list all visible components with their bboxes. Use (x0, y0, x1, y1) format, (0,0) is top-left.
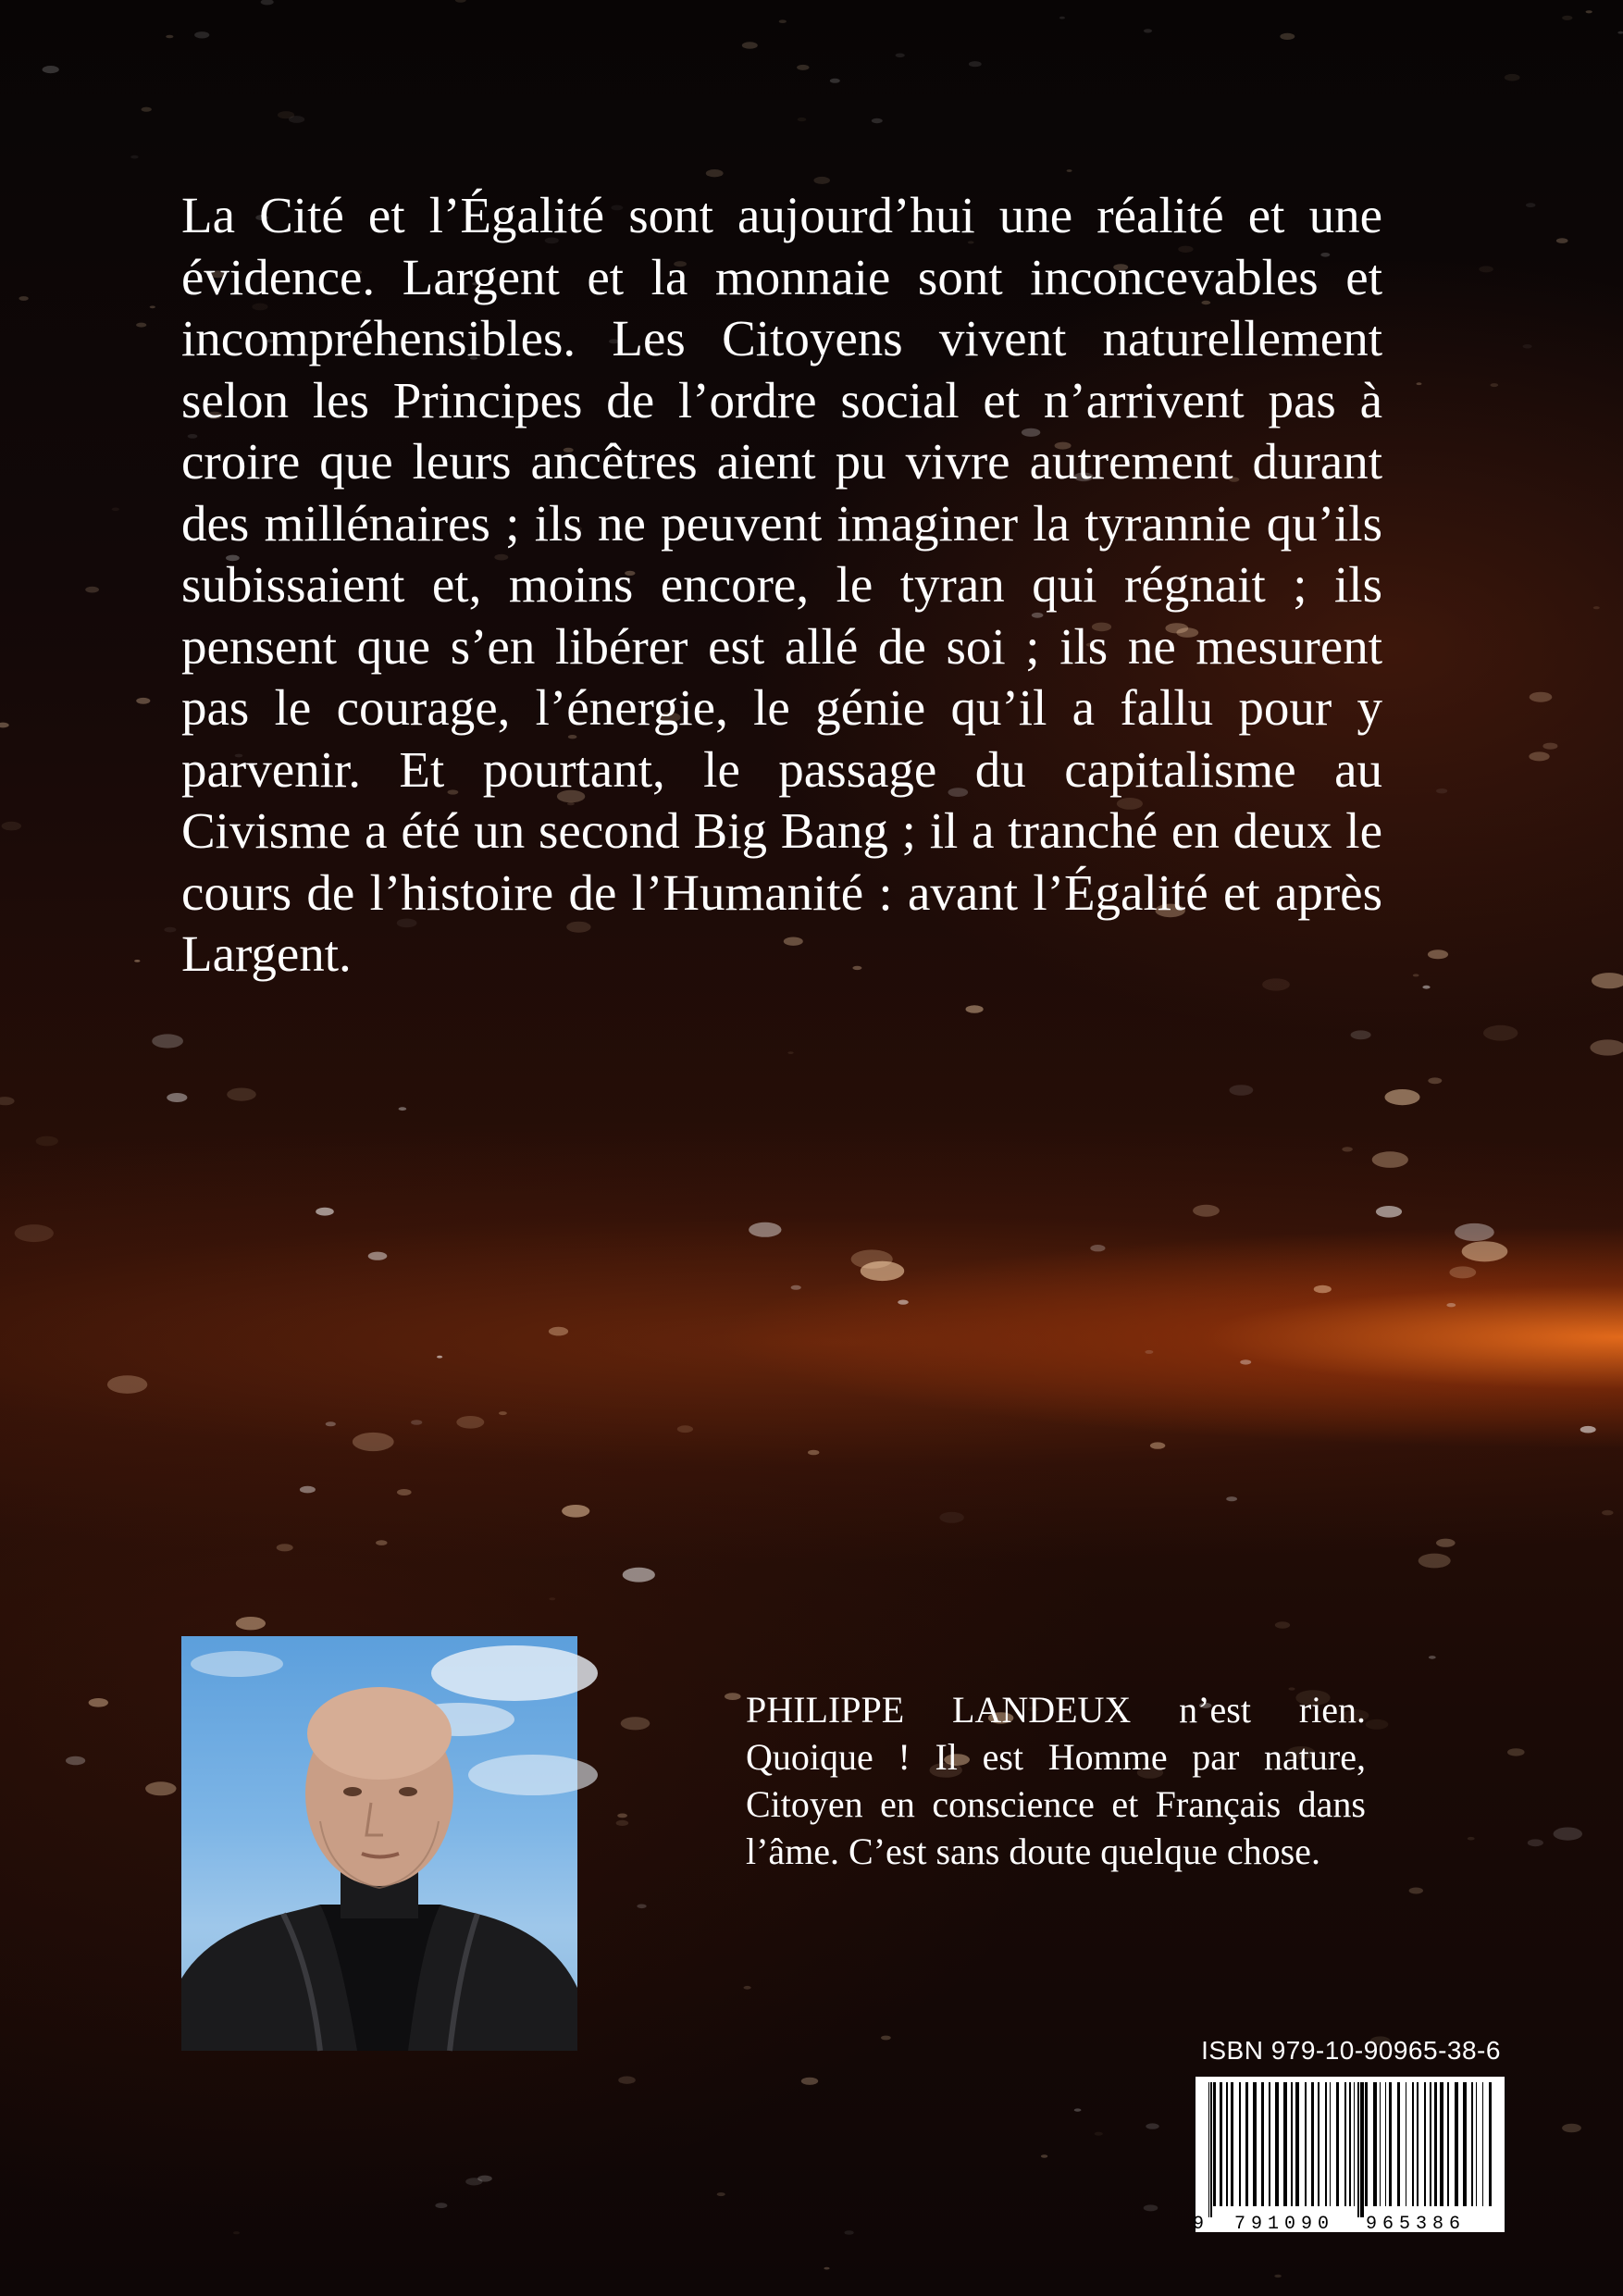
barcode-bar (1318, 2082, 1319, 2206)
star-speck (435, 2203, 447, 2208)
star-speck (1562, 16, 1572, 20)
star-speck (791, 1285, 801, 1290)
star-speck (368, 1252, 388, 1260)
star-speck (134, 960, 140, 962)
star-speck (85, 587, 99, 593)
star-speck (744, 1986, 751, 1990)
star-speck (136, 323, 146, 328)
star-speck (1095, 2132, 1103, 2136)
star-speck (142, 107, 152, 112)
star-speck (617, 1814, 627, 1818)
star-speck (1422, 986, 1430, 989)
star-speck (167, 1093, 187, 1102)
barcode-bar (1476, 2082, 1477, 2206)
star-speck (227, 1088, 256, 1101)
star-speck (1590, 1039, 1623, 1055)
barcode-bar (1389, 2082, 1392, 2206)
barcode-bar (1311, 2082, 1314, 2206)
star-speck (316, 1208, 334, 1216)
barcode-bar (1349, 2082, 1351, 2206)
star-speck (824, 2267, 829, 2270)
star-speck (1413, 974, 1419, 976)
star-speck (1436, 788, 1447, 793)
barcode-bar (1430, 2082, 1431, 2206)
star-speck (1562, 2124, 1581, 2132)
star-speck (706, 169, 724, 177)
star-speck (194, 31, 209, 38)
star-speck (1275, 1621, 1290, 1628)
star-speck (164, 927, 176, 933)
star-speck (813, 177, 830, 184)
star-speck (107, 1375, 147, 1394)
star-speck (881, 2036, 891, 2041)
star-speck (0, 723, 9, 728)
star-speck (562, 1505, 589, 1518)
star-speck (136, 698, 150, 704)
star-speck (787, 1051, 793, 1054)
star-speck (353, 1433, 394, 1451)
star-speck (36, 1136, 58, 1147)
barcode-bar (1397, 2082, 1400, 2206)
barcode-bar (1447, 2082, 1449, 2206)
star-speck (1385, 1089, 1420, 1105)
star-speck (1580, 1426, 1596, 1433)
star-speck (1342, 1147, 1353, 1151)
barcode-bar (1440, 2082, 1443, 2206)
barcode-bar (1373, 2082, 1377, 2206)
star-speck (1226, 1496, 1237, 1501)
star-speck (465, 2178, 482, 2185)
barcode-bar (1417, 2082, 1419, 2206)
star-speck (1351, 1030, 1371, 1039)
star-speck (456, 1416, 484, 1429)
star-speck (1230, 1085, 1254, 1096)
star-speck (150, 305, 155, 308)
barcode-bar (1336, 2082, 1339, 2206)
star-speck (1366, 1719, 1389, 1730)
star-speck (717, 2192, 725, 2196)
star-speck (1146, 2123, 1158, 2128)
star-speck (261, 0, 274, 5)
star-speck (896, 54, 905, 58)
barcode-bar (1245, 2082, 1248, 2206)
barcode-bar (1291, 2082, 1293, 2206)
star-speck (1602, 1510, 1613, 1516)
star-speck (969, 61, 982, 67)
star-speck (145, 1781, 176, 1795)
star-speck (112, 507, 119, 511)
barcode-bar (1231, 2082, 1233, 2206)
star-speck (1592, 973, 1623, 988)
barcode-bar (1482, 2082, 1483, 2206)
star-speck (1067, 169, 1072, 172)
star-speck (66, 1756, 85, 1766)
barcode-bar (1239, 2082, 1241, 2206)
author-photo (181, 1636, 577, 2051)
barcode-bar (1489, 2082, 1492, 2206)
star-speck (1144, 2204, 1158, 2211)
barcode-bar (1261, 2082, 1264, 2206)
star-speck (166, 35, 173, 39)
star-speck (1529, 751, 1549, 761)
star-speck (1523, 344, 1532, 349)
barcode-bar (1385, 2082, 1386, 2206)
star-speck (15, 1224, 54, 1242)
barcode-bar (1226, 2082, 1228, 2206)
star-speck (1145, 1350, 1153, 1354)
star-speck (742, 42, 758, 49)
barcode-bar (1455, 2082, 1458, 2206)
star-speck (618, 2077, 636, 2084)
barcode-bar (1354, 2082, 1355, 2206)
star-speck (1041, 2154, 1047, 2157)
star-speck (1274, 2275, 1282, 2277)
barcode-bar (1275, 2082, 1279, 2206)
barcode-bar (1380, 2082, 1381, 2206)
star-speck (1240, 1359, 1251, 1364)
star-speck (1409, 1888, 1423, 1894)
barcode-bar (1283, 2082, 1287, 2206)
star-speck (1376, 1206, 1402, 1218)
star-speck (830, 79, 840, 83)
star-speck (779, 19, 787, 23)
star-speck (797, 65, 809, 70)
barcode-bar (1424, 2082, 1426, 2206)
star-speck (1314, 1285, 1332, 1294)
star-speck (89, 1698, 108, 1707)
star-speck (1483, 1025, 1518, 1041)
star-speck (411, 1420, 422, 1425)
barcode-bar (1305, 2082, 1307, 2206)
star-speck (152, 1034, 183, 1048)
star-speck (289, 116, 304, 123)
star-speck (966, 1005, 984, 1013)
barcode-bar (1269, 2082, 1270, 2206)
star-speck (1417, 382, 1422, 385)
star-speck (1479, 266, 1493, 272)
star-speck (808, 1450, 819, 1456)
barcode-bar (1213, 2082, 1216, 2206)
star-speck (939, 1512, 964, 1523)
star-speck (677, 1425, 693, 1433)
star-speck (1462, 1241, 1508, 1261)
star-speck (1556, 238, 1568, 243)
star-speck (326, 1421, 336, 1426)
star-speck (1530, 692, 1553, 702)
star-speck (1419, 1554, 1451, 1569)
author-bio: PHILIPPE LANDEUX n’est rien. Quoique ! Il est Homme par nature, Citoyen en conscience et Français dans l’âme. C’est sans doute quelque chose. (746, 1689, 1366, 1872)
barcode-bar (1412, 2082, 1414, 2206)
star-speck (1593, 606, 1600, 609)
star-speck (130, 155, 138, 159)
star-speck (499, 1411, 507, 1415)
barcode-bar (1253, 2082, 1257, 2206)
star-speck (1455, 1223, 1494, 1241)
barcode-bar (1365, 2082, 1368, 2206)
star-speck (376, 1540, 387, 1545)
star-speck (43, 66, 59, 73)
star-speck (1429, 1656, 1436, 1659)
barcode-bar (1325, 2082, 1327, 2206)
star-speck (1468, 1837, 1475, 1841)
star-speck (236, 1617, 266, 1630)
star-speck (399, 1107, 407, 1111)
barcode-digits: 9 (1192, 2214, 1210, 2235)
star-speck (1059, 17, 1065, 19)
barcode-bar (1360, 2082, 1364, 2217)
star-speck (621, 1717, 650, 1730)
barcode-bar (1210, 2082, 1212, 2217)
star-speck (1586, 10, 1592, 13)
star-speck (1542, 743, 1557, 750)
star-speck (1280, 33, 1295, 40)
barcode-bar (1344, 2082, 1346, 2206)
star-speck (549, 1327, 568, 1336)
star-speck (801, 2078, 818, 2085)
barcode-digits: 791090 (1233, 2214, 1335, 2235)
isbn-barcode (1192, 2077, 1505, 2235)
star-speck (1617, 31, 1623, 34)
star-speck (1449, 1266, 1476, 1278)
star-speck (1505, 74, 1520, 81)
star-speck (623, 1568, 655, 1582)
barcode-bar (1463, 2082, 1467, 2206)
star-speck (277, 1544, 293, 1551)
star-speck (1428, 949, 1448, 959)
star-speck (1150, 1442, 1165, 1448)
back-cover-summary: La Cité et l’Égalité sont aujourd’hui une réalité et une évidence. Largent et la monnaie sont inconcevables et incompréhensibles. Les Citoyens vivent naturellement selon les Principes de l’ordre social et n’arrivent pas à croire que leurs ancêtres aient pu vivre autrement durant des millénaires ; ils ne peuvent imaginer la tyrannie qu’ils subissaient et, moins encore, le tyran qui régnait ; ils pensent que s’en libérer est allé de soi ; ils ne mesurent pas le courage, l’énergie, le génie qu’il a fallu pour y parvenir. Et pourtant, le passage du capitalisme au Civisme a été un second Big Bang ; il a tranché en deux le cours de l’histoire de l’Humanité : avant l’Égalité et après Largent. (181, 187, 1382, 982)
barcode-bar (1471, 2082, 1473, 2206)
star-speck (1193, 1205, 1220, 1217)
barcode-bar (1330, 2082, 1331, 2206)
star-speck (725, 1693, 741, 1700)
star-speck (455, 0, 466, 3)
barcode-bar (1434, 2082, 1437, 2206)
star-speck (872, 118, 883, 123)
star-speck (1372, 1151, 1408, 1168)
star-speck (637, 1905, 646, 1909)
star-speck (1074, 2108, 1082, 2111)
star-speck (844, 2230, 853, 2235)
star-speck (233, 2231, 240, 2234)
barcode-bar (1220, 2082, 1222, 2206)
star-speck (19, 296, 28, 301)
barcode-bar (1208, 2082, 1209, 2217)
barcode-bar (1357, 2082, 1359, 2217)
star-speck (1436, 1539, 1456, 1547)
star-speck (1428, 1077, 1442, 1084)
star-speck (1528, 1839, 1543, 1846)
star-speck (437, 1356, 442, 1359)
star-speck (0, 1097, 15, 1105)
star-speck (898, 1300, 909, 1305)
star-speck (1090, 1245, 1105, 1251)
star-speck (1446, 1303, 1456, 1307)
star-speck (861, 1261, 904, 1281)
star-speck (798, 118, 807, 121)
star-speck (616, 1820, 629, 1826)
star-speck (749, 1222, 781, 1237)
isbn-label: ISBN 979-10-90965-38-6 (1201, 2036, 1501, 2065)
barcode-bar (1295, 2082, 1299, 2206)
barcode-digits: 965386 (1365, 2214, 1467, 2235)
star-speck (2, 822, 21, 831)
star-speck (1554, 1828, 1582, 1841)
star-speck (549, 1597, 555, 1600)
star-speck (1491, 383, 1499, 387)
star-speck (300, 1486, 316, 1494)
star-speck (1526, 203, 1536, 207)
star-speck (397, 1489, 412, 1496)
star-speck (1144, 29, 1152, 32)
star-speck (1507, 1748, 1525, 1756)
